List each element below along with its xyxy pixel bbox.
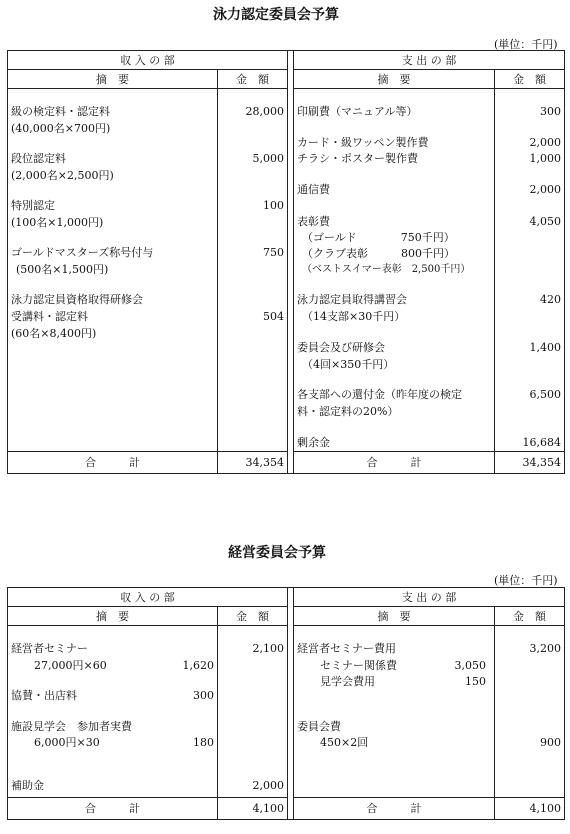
income-amount-col: 金 額 — [218, 607, 288, 626]
income-header: 収 入 の 部 — [8, 588, 288, 607]
expense-item: カード・級ワッペン製作費 — [297, 136, 429, 149]
income-item: ゴールドマスターズ称号付与 — [11, 246, 154, 259]
income-item: 協賛・出店料 — [11, 689, 77, 702]
income-item-detail: 27,000円×60 — [34, 659, 107, 672]
amount: 3,200 — [529, 642, 561, 655]
income-item: 特別認定 — [11, 199, 55, 212]
income-item: 経営者セミナー — [11, 642, 88, 655]
income-summary-col: 摘 要 — [8, 70, 218, 89]
expense-total: 4,100 — [495, 798, 565, 820]
expense-summary-col: 摘 要 — [294, 70, 495, 89]
expense-item-detail: 450×2回 — [320, 736, 369, 749]
budget-table-1 — [7, 50, 565, 474]
expense-item-detail: （クラブ表彰 800千円） — [302, 247, 455, 260]
income-total: 34,354 — [218, 452, 288, 474]
expense-item: 剰余金 — [297, 436, 330, 449]
expense-item-detail: 見学会費用 — [320, 675, 375, 688]
expense-amounts — [495, 89, 565, 452]
table1-title: 泳力認定委員会予算 — [213, 7, 339, 23]
amount: 300 — [540, 105, 561, 118]
amount: 28,000 — [245, 105, 284, 118]
income-item: 級の検定料・認定料 — [11, 105, 110, 118]
amount: 750 — [263, 246, 284, 259]
income-item: 受講料・認定料 — [11, 310, 88, 323]
expense-item: 通信費 — [297, 183, 330, 196]
income-items — [8, 626, 218, 798]
income-items — [8, 89, 218, 452]
income-item-detail: (2,000名×2,500円) — [11, 169, 114, 182]
amount: 504 — [263, 310, 284, 323]
income-amounts — [218, 626, 288, 798]
expense-item: 泳力認定員取得講習会 — [297, 293, 407, 306]
income-item-detail: 6,000円×30 — [34, 736, 100, 749]
income-item: 施設見学会 参加者実費 — [11, 720, 132, 733]
income-item: 段位認定料 — [11, 152, 66, 165]
expense-item-detail: （ゴールド 750千円） — [302, 231, 455, 244]
income-item: 泳力認定員資格取得研修会 — [11, 293, 143, 306]
amount: 6,500 — [529, 388, 561, 401]
amount: 2,000 — [252, 779, 284, 792]
amount: 4,050 — [529, 215, 561, 228]
income-total-label: 合 計 — [8, 798, 218, 820]
income-item: 補助金 — [11, 779, 44, 792]
expense-item-detail: 料・認定料の20%） — [297, 405, 399, 418]
income-sub-amount: 300 — [193, 689, 214, 702]
expense-total: 34,354 — [495, 452, 565, 474]
income-total: 4,100 — [218, 798, 288, 820]
income-header: 収 入 の 部 — [8, 51, 288, 70]
expense-total-label: 合 計 — [294, 452, 495, 474]
income-sub-amount: 1,620 — [182, 659, 214, 672]
amount: 1,000 — [529, 152, 561, 165]
amount: 2,000 — [529, 136, 561, 149]
table1-unit: (単位：千円) — [494, 38, 558, 51]
expense-amounts — [495, 626, 565, 798]
expense-item-detail: （14支部×30千円） — [302, 310, 406, 323]
amount: 900 — [540, 736, 561, 749]
expense-item-detail: （4回×350千円） — [302, 358, 395, 371]
expense-sub-amount: 3,050 — [454, 659, 486, 672]
income-amount-col: 金 額 — [218, 70, 288, 89]
expense-item: 印刷費（マニュアル等） — [297, 105, 418, 118]
amount: 5,000 — [252, 152, 284, 165]
expense-header: 支 出 の 部 — [294, 588, 565, 607]
income-summary-col: 摘 要 — [8, 607, 218, 626]
amount: 420 — [540, 293, 561, 306]
expense-item: 委員会及び研修会 — [297, 341, 385, 354]
income-item-detail: (500名×1,500円) — [16, 263, 109, 276]
expense-summary-col: 摘 要 — [294, 607, 495, 626]
income-item-detail: (60名×8,400円) — [11, 327, 97, 340]
amount: 2,000 — [529, 183, 561, 196]
expense-item: 経営者セミナー費用 — [297, 642, 396, 655]
income-item-detail: (40,000名×700円) — [11, 122, 111, 135]
expense-item-detail: （ベストスイマー表彰 2,500千円） — [302, 264, 471, 275]
expense-item: 委員会費 — [297, 720, 341, 733]
amount: 100 — [263, 199, 284, 212]
budget-table-2 — [7, 587, 565, 820]
table2-title: 経営委員会予算 — [228, 545, 326, 561]
expense-sub-amount: 150 — [465, 675, 486, 688]
expense-items — [294, 626, 495, 798]
amount: 1,400 — [529, 341, 561, 354]
expense-item: 表彰費 — [297, 215, 330, 228]
income-amounts — [218, 89, 288, 452]
income-sub-amount: 180 — [193, 736, 214, 749]
expense-items — [294, 89, 495, 452]
expense-item: チラシ・ポスター製作費 — [297, 152, 418, 165]
expense-amount-col: 金 額 — [495, 70, 565, 89]
income-item-detail: (100名×1,000円) — [11, 216, 104, 229]
table2-unit: (単位：千円) — [494, 574, 558, 587]
expense-amount-col: 金 額 — [495, 607, 565, 626]
expense-item: 各支部への還付金（昨年度の検定 — [297, 388, 462, 401]
amount: 16,684 — [522, 436, 561, 449]
income-total-label: 合 計 — [8, 452, 218, 474]
expense-total-label: 合 計 — [294, 798, 495, 820]
amount: 2,100 — [252, 642, 284, 655]
expense-header: 支 出 の 部 — [294, 51, 565, 70]
expense-item-detail: セミナー関係費 — [320, 659, 397, 672]
